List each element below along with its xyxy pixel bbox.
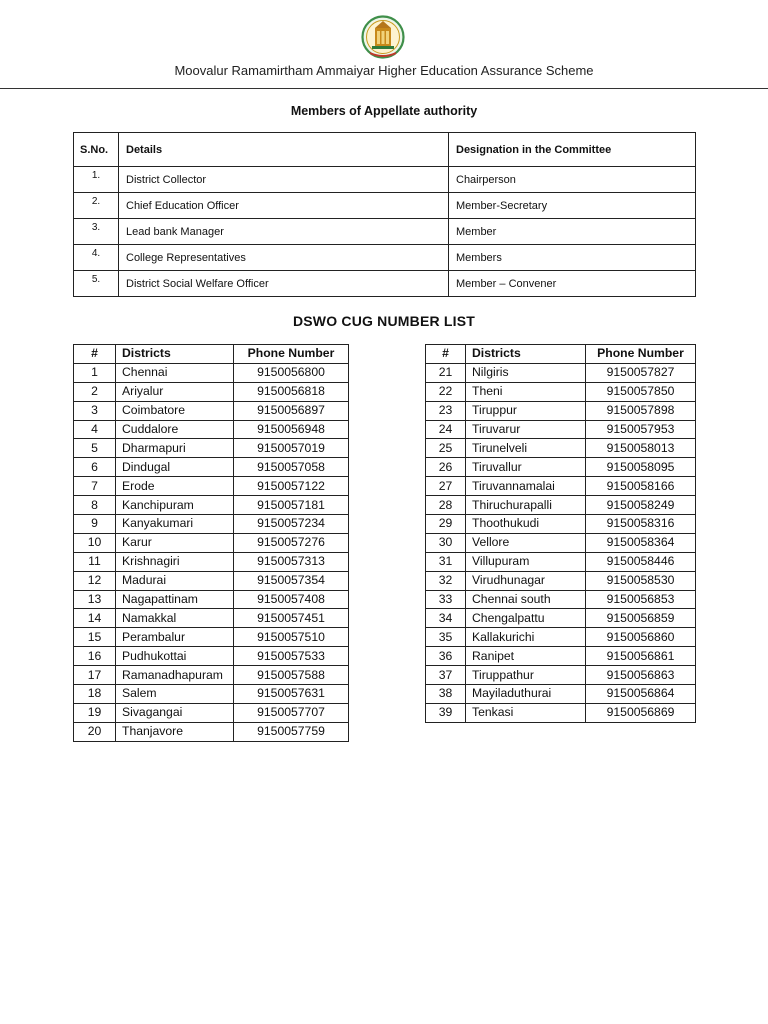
table-cell: 9150058095: [586, 458, 696, 477]
table-cell: Villupuram: [466, 552, 586, 571]
table-cell: 9150057451: [234, 609, 349, 628]
table-cell: 9150058316: [586, 515, 696, 534]
table-row: [74, 245, 696, 271]
table-cell: 8: [74, 496, 116, 515]
table-cell: 1.: [74, 167, 119, 193]
table-cell: 9150057510: [234, 628, 349, 647]
table-cell: 20: [74, 722, 116, 741]
table-cell: 3: [74, 401, 116, 420]
table-cell: 30: [426, 533, 466, 552]
table-cell: Member: [449, 219, 696, 245]
table-cell: 9150058446: [586, 552, 696, 571]
table-cell: Salem: [116, 685, 234, 704]
table-cell: Krishnagiri: [116, 552, 234, 571]
table-cell: 9150056863: [586, 666, 696, 685]
table-cell: Chairperson: [449, 167, 696, 193]
table-cell: District Social Welfare Officer: [119, 271, 449, 297]
table-header-row: [426, 345, 696, 364]
table-row: [74, 590, 349, 609]
table-cell: 17: [74, 666, 116, 685]
scheme-title: Moovalur Ramamirtham Ammaiyar Higher Education Assurance Scheme: [174, 63, 594, 78]
table-cell: 9150057354: [234, 571, 349, 590]
table-cell: Pudhukottai: [116, 647, 234, 666]
table-cell: 9150056818: [234, 382, 349, 401]
tamil-nadu-emblem-icon: [361, 15, 405, 61]
table-cell: Kallakurichi: [466, 628, 586, 647]
table-row: [426, 609, 696, 628]
table-cell: 10: [74, 533, 116, 552]
table-cell: 9150057850: [586, 382, 696, 401]
table-row: [74, 420, 349, 439]
table-row: [74, 628, 349, 647]
appellate-title: Members of Appellate authority: [290, 104, 478, 118]
table-cell: 7: [74, 477, 116, 496]
table-cell: Tiruvallur: [466, 458, 586, 477]
table-cell: Tiruppur: [466, 401, 586, 420]
table-cell: Members: [449, 245, 696, 271]
table-cell: Member-Secretary: [449, 193, 696, 219]
table-cell: Member – Convener: [449, 271, 696, 297]
table-cell: Dharmapuri: [116, 439, 234, 458]
table-cell: Vellore: [466, 533, 586, 552]
table-cell: 27: [426, 477, 466, 496]
table-cell: 9150058364: [586, 533, 696, 552]
table-row: [74, 271, 696, 297]
table-cell: 9150057707: [234, 703, 349, 722]
table-row: [74, 533, 349, 552]
table-cell: 22: [426, 382, 466, 401]
table-cell: 9150057058: [234, 458, 349, 477]
table-cell: 9150057898: [586, 401, 696, 420]
table-row: [426, 401, 696, 420]
table-cell: Thoothukudi: [466, 515, 586, 534]
table-cell: 9150057234: [234, 515, 349, 534]
column-header: S.No.: [74, 133, 119, 167]
table-cell: 36: [426, 647, 466, 666]
table-cell: 34: [426, 609, 466, 628]
table-cell: Kanchipuram: [116, 496, 234, 515]
table-cell: Ramanadhapuram: [116, 666, 234, 685]
table-cell: Nilgiris: [466, 363, 586, 382]
table-cell: Ranipet: [466, 647, 586, 666]
table-cell: 1: [74, 363, 116, 382]
table-cell: 4: [74, 420, 116, 439]
table-cell: 9150056853: [586, 590, 696, 609]
table-cell: Perambalur: [116, 628, 234, 647]
table-row: [426, 552, 696, 571]
table-cell: 31: [426, 552, 466, 571]
table-row: [74, 439, 349, 458]
appellate-table: [73, 132, 696, 297]
table-cell: Madurai: [116, 571, 234, 590]
table-row: [426, 439, 696, 458]
table-cell: 2: [74, 382, 116, 401]
table-cell: 15: [74, 628, 116, 647]
table-cell: 9150058249: [586, 496, 696, 515]
table-cell: 9150057827: [586, 363, 696, 382]
table-cell: Karur: [116, 533, 234, 552]
table-row: [74, 167, 696, 193]
table-row: [74, 552, 349, 571]
table-cell: 9150057533: [234, 647, 349, 666]
table-cell: 9150058530: [586, 571, 696, 590]
table-cell: Sivagangai: [116, 703, 234, 722]
table-header-row: [74, 345, 349, 364]
table-cell: Erode: [116, 477, 234, 496]
table-row: [74, 382, 349, 401]
table-cell: Tiruvannamalai: [466, 477, 586, 496]
table-cell: 9150057313: [234, 552, 349, 571]
table-cell: Thanjavore: [116, 722, 234, 741]
table-cell: 9150056869: [586, 703, 696, 722]
table-row: [74, 722, 349, 741]
table-row: [74, 609, 349, 628]
table-row: [426, 685, 696, 704]
table-row: [426, 458, 696, 477]
table-row: [74, 219, 696, 245]
table-cell: Mayiladuthurai: [466, 685, 586, 704]
table-row: [426, 496, 696, 515]
table-cell: 9: [74, 515, 116, 534]
table-cell: Chief Education Officer: [119, 193, 449, 219]
table-cell: Coimbatore: [116, 401, 234, 420]
table-row: [426, 363, 696, 382]
table-cell: Theni: [466, 382, 586, 401]
table-cell: 9150056864: [586, 685, 696, 704]
column-header: #: [74, 345, 116, 364]
cug-table-left: [73, 344, 349, 742]
table-cell: 28: [426, 496, 466, 515]
table-cell: 9150057276: [234, 533, 349, 552]
table-row: [74, 571, 349, 590]
table-row: [74, 666, 349, 685]
table-cell: 21: [426, 363, 466, 382]
table-row: [426, 515, 696, 534]
table-cell: 5: [74, 439, 116, 458]
table-cell: 3.: [74, 219, 119, 245]
table-cell: Chengalpattu: [466, 609, 586, 628]
table-cell: 9150058013: [586, 439, 696, 458]
column-header: Districts: [116, 345, 234, 364]
table-cell: Tirunelveli: [466, 439, 586, 458]
table-cell: 35: [426, 628, 466, 647]
table-cell: 26: [426, 458, 466, 477]
column-header: Districts: [466, 345, 586, 364]
table-cell: 9150057408: [234, 590, 349, 609]
table-cell: 9150058166: [586, 477, 696, 496]
table-row: [74, 363, 349, 382]
table-cell: 9150056800: [234, 363, 349, 382]
table-cell: Cuddalore: [116, 420, 234, 439]
table-row: [426, 647, 696, 666]
table-cell: 12: [74, 571, 116, 590]
table-cell: 24: [426, 420, 466, 439]
table-row: [74, 515, 349, 534]
table-cell: 5.: [74, 271, 119, 297]
table-cell: 29: [426, 515, 466, 534]
table-cell: 4.: [74, 245, 119, 271]
table-cell: 37: [426, 666, 466, 685]
column-header: Phone Number: [586, 345, 696, 364]
table-row: [74, 193, 696, 219]
table-cell: Dindugal: [116, 458, 234, 477]
table-row: [426, 571, 696, 590]
table-cell: Nagapattinam: [116, 590, 234, 609]
table-cell: 32: [426, 571, 466, 590]
table-row: [74, 458, 349, 477]
table-row: [426, 628, 696, 647]
cug-list-title: DSWO CUG NUMBER LIST: [292, 313, 476, 329]
table-cell: 39: [426, 703, 466, 722]
table-cell: Tenkasi: [466, 703, 586, 722]
table-row: [74, 496, 349, 515]
table-row: [74, 685, 349, 704]
table-cell: Ariyalur: [116, 382, 234, 401]
cug-table-right: [425, 344, 696, 723]
table-cell: 9150057019: [234, 439, 349, 458]
table-cell: 9150057181: [234, 496, 349, 515]
table-cell: 14: [74, 609, 116, 628]
table-row: [426, 590, 696, 609]
table-cell: 9150056861: [586, 647, 696, 666]
table-cell: 19: [74, 703, 116, 722]
table-cell: 23: [426, 401, 466, 420]
table-cell: Chennai south: [466, 590, 586, 609]
column-header: Phone Number: [234, 345, 349, 364]
table-row: [426, 420, 696, 439]
table-cell: 13: [74, 590, 116, 609]
table-row: [426, 382, 696, 401]
table-row: [74, 477, 349, 496]
table-cell: 6: [74, 458, 116, 477]
table-cell: 9150057122: [234, 477, 349, 496]
table-cell: Kanyakumari: [116, 515, 234, 534]
table-row: [426, 477, 696, 496]
table-cell: 9150056860: [586, 628, 696, 647]
table-header-row: [74, 133, 696, 167]
table-cell: 16: [74, 647, 116, 666]
table-row: [74, 401, 349, 420]
table-cell: 9150057631: [234, 685, 349, 704]
table-row: [74, 647, 349, 666]
table-cell: Chennai: [116, 363, 234, 382]
table-cell: Virudhunagar: [466, 571, 586, 590]
table-cell: 2.: [74, 193, 119, 219]
table-cell: Namakkal: [116, 609, 234, 628]
table-cell: Thiruchurapalli: [466, 496, 586, 515]
table-cell: 9150056948: [234, 420, 349, 439]
table-cell: Tiruppathur: [466, 666, 586, 685]
table-cell: 9150057588: [234, 666, 349, 685]
table-row: [74, 703, 349, 722]
table-row: [426, 533, 696, 552]
table-cell: Lead bank Manager: [119, 219, 449, 245]
table-cell: 9150056859: [586, 609, 696, 628]
table-row: [426, 703, 696, 722]
table-cell: College Representatives: [119, 245, 449, 271]
header-divider: [0, 88, 768, 89]
table-cell: 11: [74, 552, 116, 571]
table-cell: 9150057953: [586, 420, 696, 439]
table-cell: 9150056897: [234, 401, 349, 420]
column-header: #: [426, 345, 466, 364]
table-cell: 38: [426, 685, 466, 704]
table-cell: Tiruvarur: [466, 420, 586, 439]
table-row: [426, 666, 696, 685]
column-header: Details: [119, 133, 449, 167]
table-cell: 18: [74, 685, 116, 704]
table-cell: District Collector: [119, 167, 449, 193]
table-cell: 33: [426, 590, 466, 609]
table-cell: 25: [426, 439, 466, 458]
table-cell: 9150057759: [234, 722, 349, 741]
column-header: Designation in the Committee: [449, 133, 696, 167]
